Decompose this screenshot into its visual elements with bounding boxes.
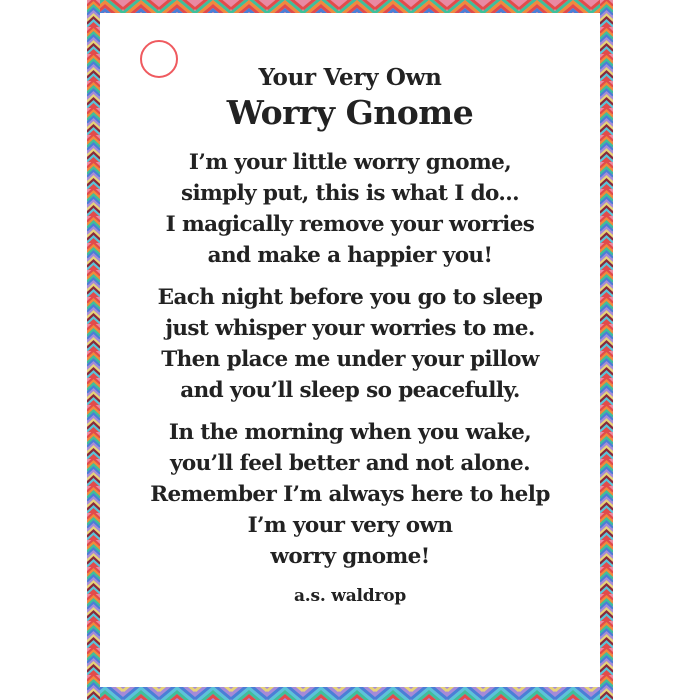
poem-line: I’m your little worry gnome,	[188, 150, 512, 175]
poem-line: simply put, this is what I do...	[180, 181, 520, 206]
chevron-border-right	[600, 0, 613, 700]
poem-line: In the morning when you wake,	[168, 420, 532, 445]
chevron-border-left	[87, 0, 100, 700]
stanza-2	[100, 282, 600, 406]
card-body	[100, 13, 600, 687]
poem-line: I’m your very own	[247, 513, 453, 538]
poem-line: and make a happier you!	[207, 243, 493, 268]
poem-line: worry gnome!	[270, 544, 430, 569]
poem-line: Then place me under your pillow	[161, 347, 539, 372]
poem-line: just whisper your worries to me.	[165, 316, 535, 341]
poem-line: and you’ll sleep so peacefully.	[180, 378, 520, 403]
stanza-1	[100, 147, 600, 271]
card-subtitle: Your Very Own	[258, 64, 442, 91]
author-credit: a.s. waldrop	[293, 586, 407, 606]
poem-content	[100, 63, 600, 608]
poem-line: Each night before you go to sleep	[157, 285, 543, 310]
stanza-3	[100, 417, 600, 572]
chevron-border-top	[87, 0, 613, 13]
poem-line: Remember I’m always here to help	[150, 482, 550, 507]
worry-gnome-card	[87, 0, 613, 700]
poem-line: I magically remove your worries	[165, 212, 535, 237]
chevron-border-bottom	[87, 687, 613, 700]
card-title: Worry Gnome	[226, 93, 474, 132]
poem-line: you’ll feel better and not alone.	[170, 451, 530, 476]
